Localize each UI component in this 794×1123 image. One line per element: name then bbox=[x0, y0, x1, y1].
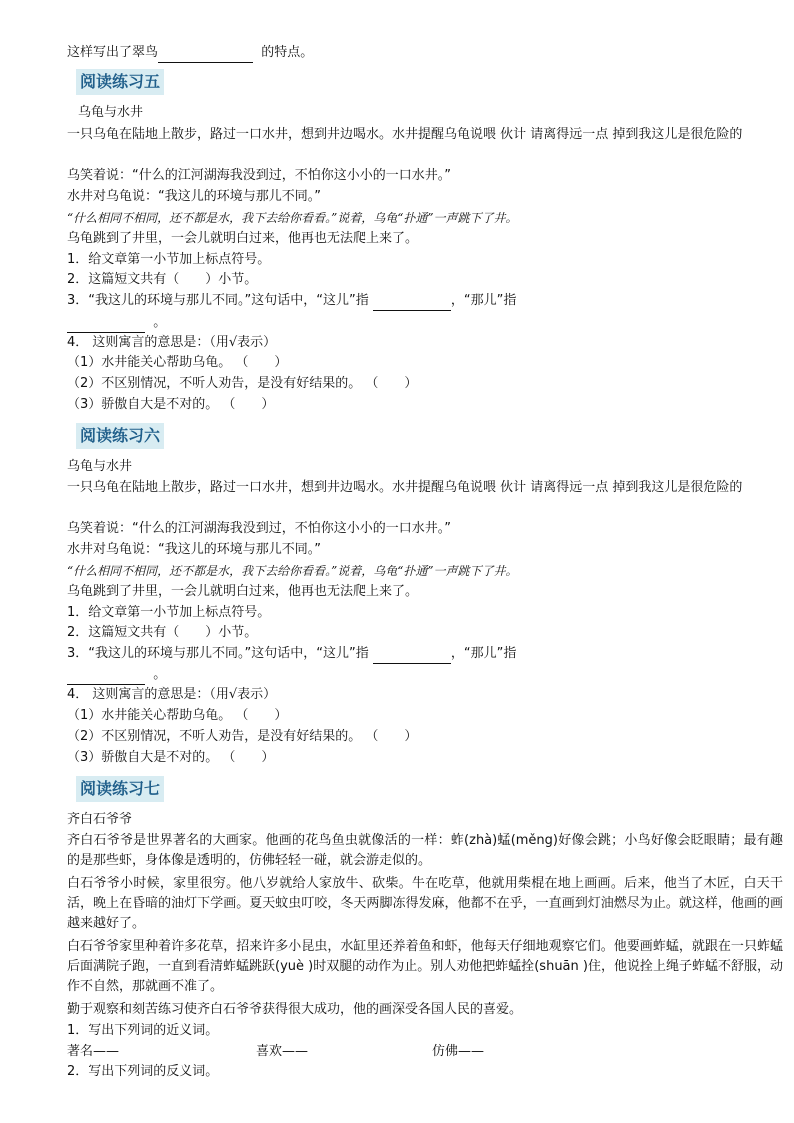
ex6-paragraph-4: “什么相同不相同，还不都是水，我下去给你看看。”说着，乌龟“扑通”一声跳下了井。 bbox=[67, 564, 518, 578]
ex5-option-3: （3）骄傲自大是不对的。 （ ） bbox=[67, 397, 275, 412]
ex7-paragraph-2: 白石爷爷小时候，家里很穷。他八岁就给人家放牛、砍柴。牛在吃草，他就用柴棍在地上画画。后来，他当了木匠，白天干活，晚上在昏暗的油灯下学画。夏天蚊虫叮咬，冬天两脚冻得发麻，他都不在乎，一直画到灯油燃尽为止。就这样，他画的画越来越好了。 bbox=[67, 876, 783, 931]
answer-blank[interactable] bbox=[373, 649, 451, 664]
answer-blank[interactable] bbox=[67, 318, 145, 333]
ex6-question-2: 2．这篇短文共有（ ）小节。 bbox=[67, 625, 258, 640]
ex6-question-1: 1．给文章第一小节加上标点符号。 bbox=[67, 605, 271, 620]
answer-blank[interactable] bbox=[373, 296, 451, 311]
ex5-paragraph-3: 水井对乌龟说：“我这儿的环境与那儿不同。” bbox=[67, 189, 321, 204]
ex6-question-3: 3．“我这儿的环境与那儿不同。”这句话中，“这儿”指 ，“那儿”指 bbox=[67, 644, 516, 664]
ex5-paragraph-5: 乌龟跳到了井里，一会儿就明白过来，他再也无法爬上来了。 bbox=[67, 231, 419, 246]
answer-blank[interactable] bbox=[158, 48, 253, 63]
ex6-option-2: （2）不区别情况，不听人劝告，是没有好结果的。 （ ） bbox=[67, 729, 418, 744]
ex5-paragraph-2: 乌笑着说：“什么的江河湖海我没到过，不怕你这小小的一口水井。” bbox=[67, 168, 451, 183]
ex7-paragraph-1: 齐白石爷爷是世界著名的大画家。他画的花鸟鱼虫就像活的一样：蚱(zhà)蜢(měng)好像会跳；小鸟好像会眨眼睛；最有趣的是那些虾，身体像是透明的，仿佛轻轻一碰，就会游走似的。 bbox=[67, 833, 783, 868]
ex7-paragraph-3: 白石爷爷家里种着许多花草，招来许多小昆虫，水缸里还养着鱼和虾，他每天仔细地观察它们。他要画蚱蜢，就跟在一只蚱蜢后面满院子跑，一直到看清蚱蜢跳跃(yuè )时双腿的动作为止。别人劝他把蚱蜢拴(shuān )住，他说拴上绳子蚱蜢不舒服，动作不自然，那就画不准了。 bbox=[67, 939, 783, 994]
ex7-question-1: 1．写出下列词的近义词。 bbox=[67, 1023, 219, 1038]
ex5-paragraph-4: “什么相同不相同，还不都是水，我下去给你看看。”说着，乌龟“扑通”一声跳下了井。 bbox=[67, 211, 518, 225]
ex5-question-2: 2．这篇短文共有（ ）小节。 bbox=[67, 272, 258, 287]
ex6-paragraph-1: 一只乌龟在陆地上散步，路过一口水井，想到井边喝水。水井提醒乌龟说喂 伙计 请离得远一点 掉到我这儿是很危险的 bbox=[67, 480, 743, 495]
ex7-paragraph-4: 勤于观察和刻苦练习使齐白石爷爷获得很大成功，他的画深受各国人民的喜爱。 bbox=[67, 1002, 523, 1017]
ex6-option-3: （3）骄傲自大是不对的。 （ ） bbox=[67, 750, 275, 765]
ex5-question-3: 3．“我这儿的环境与那儿不同。”这句话中，“这儿”指 ，“那儿”指 bbox=[67, 291, 516, 311]
ex5-question-4: 4． 这则寓言的意思是：（用√表示） bbox=[67, 335, 277, 350]
exercise-5-heading: 阅读练习五 bbox=[76, 69, 164, 95]
ex6-question-3-cont: 。 bbox=[67, 665, 166, 685]
ex6-question-4: 4． 这则寓言的意思是：（用√表示） bbox=[67, 687, 277, 702]
ex5-option-1: （1）水井能关心帮助乌龟。 （ ） bbox=[67, 355, 288, 370]
ex6-paragraph-3: 水井对乌龟说：“我这儿的环境与那儿不同。” bbox=[67, 542, 321, 557]
ex5-option-2: （2）不区别情况，不听人劝告，是没有好结果的。 （ ） bbox=[67, 376, 418, 391]
exercise-6-heading: 阅读练习六 bbox=[76, 423, 164, 449]
ex6-title: 乌龟与水井 bbox=[67, 459, 133, 474]
ex5-question-1: 1．给文章第一小节加上标点符号。 bbox=[67, 252, 271, 267]
ex5-question-3-cont: 。 bbox=[67, 313, 166, 333]
ex7-word-2: 喜欢—— bbox=[256, 1044, 309, 1059]
ex6-option-1: （1）水井能关心帮助乌龟。 （ ） bbox=[67, 708, 288, 723]
ex7-word-3: 仿佛—— bbox=[432, 1044, 485, 1059]
top-fill-line: 这样写出了翠鸟 的特点。 bbox=[67, 43, 313, 63]
exercise-7-heading: 阅读练习七 bbox=[76, 776, 164, 802]
ex5-paragraph-1: 一只乌龟在陆地上散步，路过一口水井，想到井边喝水。水井提醒乌龟说喂 伙计 请离得远一点 掉到我这儿是很危险的 bbox=[67, 127, 743, 142]
answer-blank[interactable] bbox=[67, 670, 145, 685]
ex7-word-1: 著名—— bbox=[67, 1044, 120, 1059]
ex7-question-2: 2．写出下列词的反义词。 bbox=[67, 1064, 219, 1079]
ex5-title: 乌龟与水井 bbox=[78, 105, 144, 120]
ex7-title: 齐白石爷爷 bbox=[67, 812, 133, 827]
ex6-paragraph-5: 乌龟跳到了井里，一会儿就明白过来，他再也无法爬上来了。 bbox=[67, 584, 419, 599]
ex6-paragraph-2: 乌笑着说：“什么的江河湖海我没到过，不怕你这小小的一口水井。” bbox=[67, 521, 451, 536]
